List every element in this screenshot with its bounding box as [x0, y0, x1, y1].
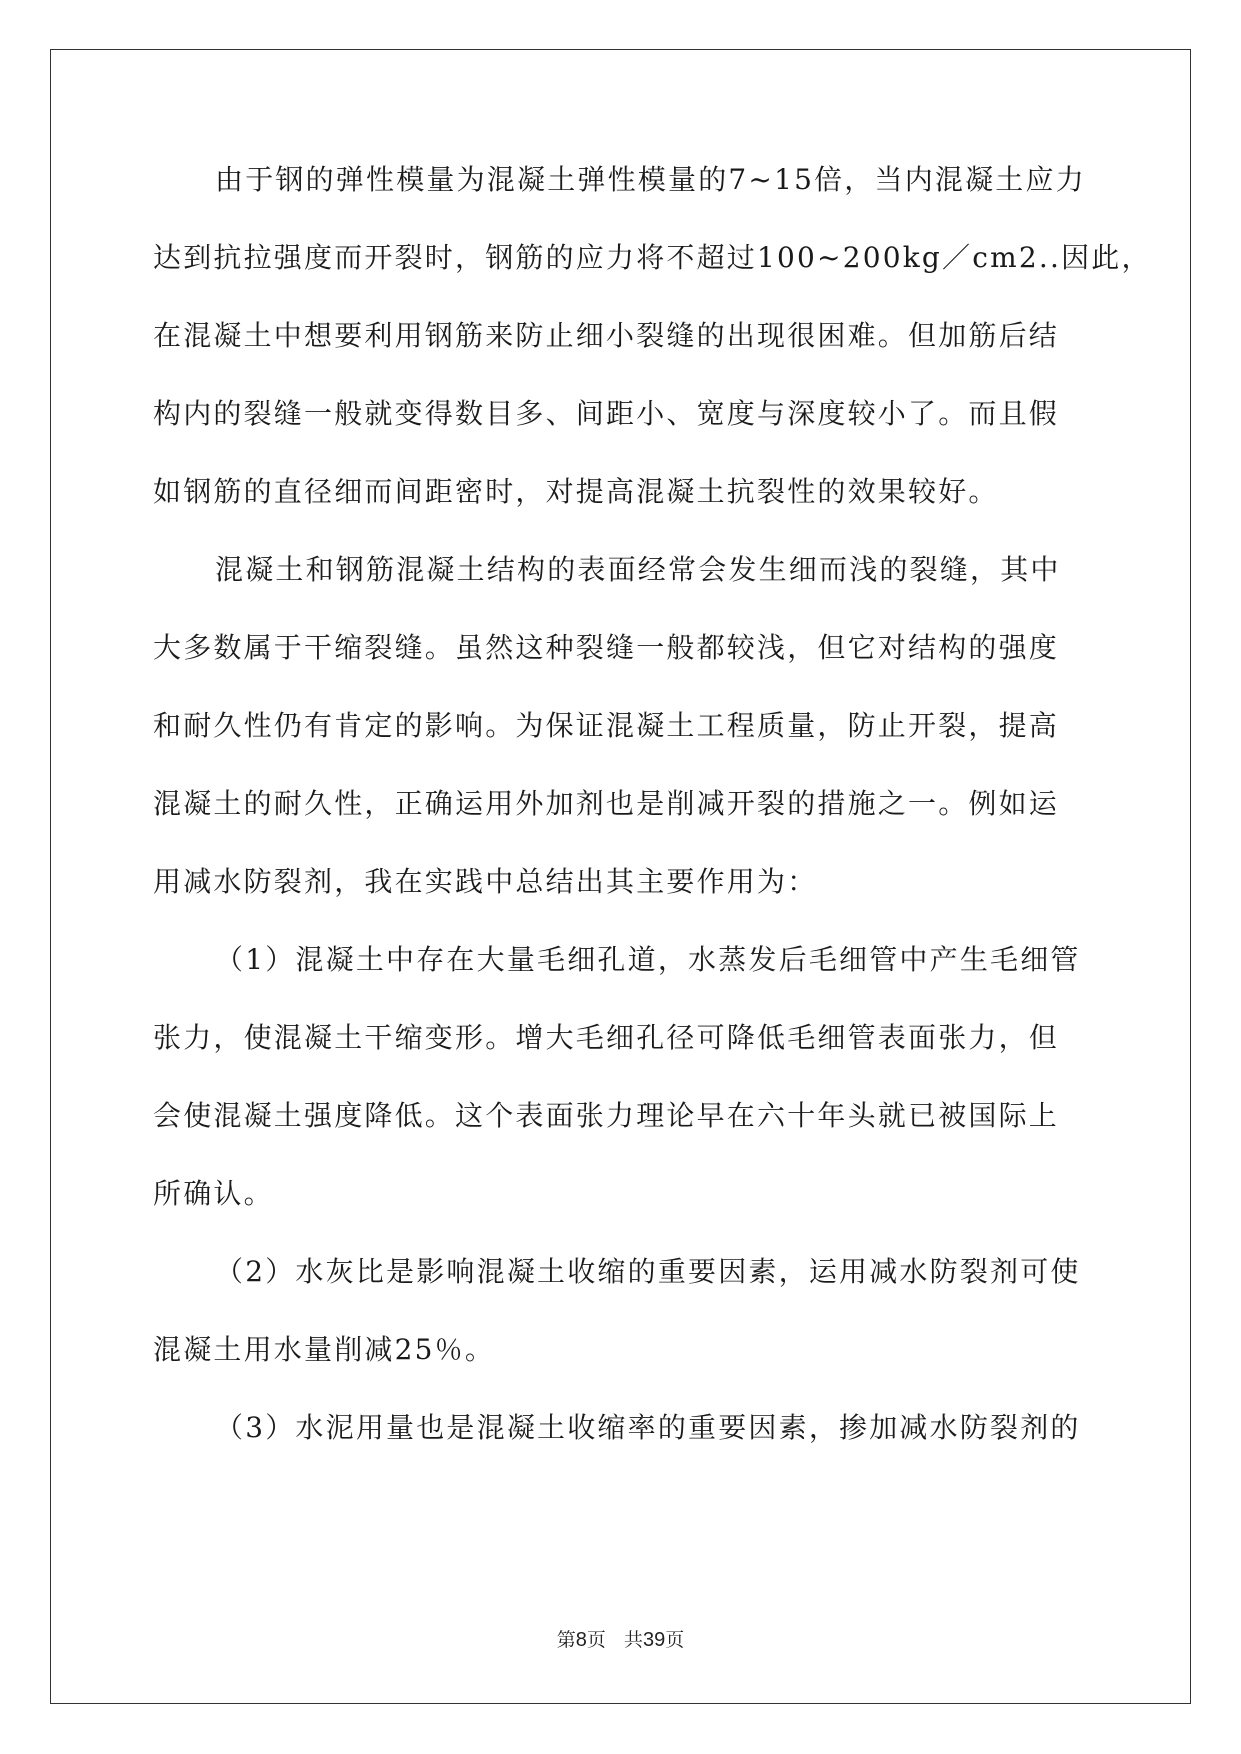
text-line: 用减水防裂剂，我在实践中总结出其主要作用为： — [153, 865, 818, 898]
page-number: 8 — [575, 1629, 587, 1651]
text-line: 由于钢的弹性模量为混凝土弹性模量的7~15倍，当内混凝土应力 — [215, 163, 1086, 196]
text-line: 达到抗拉强度而开裂时，钢筋的应力将不超过100~200kg／cm2..因此， — [153, 241, 1152, 274]
text-line: 大多数属于干缩裂缝。虽然这种裂缝一般都较浅，但它对结构的强度 — [153, 631, 1060, 664]
text-line: 如钢筋的直径细而间距密时，对提高混凝土抗裂性的效果较好。 — [153, 475, 999, 508]
text-line: 混凝土和钢筋混凝土结构的表面经常会发生细而浅的裂缝，其中 — [215, 553, 1061, 586]
text-line: （3）水泥用量也是混凝土收缩率的重要因素，掺加减水防裂剂的 — [215, 1411, 1081, 1444]
total-suffix: 页 — [665, 1629, 685, 1651]
text-line: （1）混凝土中存在大量毛细孔道，水蒸发后毛细管中产生毛细管 — [215, 943, 1081, 976]
text-line: 混凝土用水量削减25％。 — [153, 1333, 496, 1366]
text-line: （2）水灰比是影响混凝土收缩的重要因素，运用减水防裂剂可使 — [215, 1255, 1081, 1288]
text-line: 构内的裂缝一般就变得数目多、间距小、宽度与深度较小了。而且假 — [153, 397, 1060, 430]
text-line: 在混凝土中想要利用钢筋来防止细小裂缝的出现很困难。但加筋后结 — [153, 319, 1060, 352]
text-line: 所确认。 — [153, 1177, 274, 1210]
total-prefix: 共 — [623, 1629, 643, 1651]
text-line: 和耐久性仍有肯定的影响。为保证混凝土工程质量，防止开裂，提高 — [153, 709, 1060, 742]
text-line: 会使混凝土强度降低。这个表面张力理论早在六十年头就已被国际上 — [153, 1099, 1060, 1132]
page-footer — [0, 1628, 1241, 1652]
document-body — [153, 162, 1152, 1488]
text-line: 混凝土的耐久性，正确运用外加剂也是削减开裂的措施之一。例如运 — [153, 787, 1060, 820]
total-pages: 39 — [642, 1629, 666, 1651]
text-line: 张力，使混凝土干缩变形。增大毛细孔径可降低毛细管表面张力，但 — [153, 1021, 1060, 1054]
page-prefix: 第 — [556, 1629, 576, 1651]
page-suffix: 页 — [586, 1629, 606, 1651]
